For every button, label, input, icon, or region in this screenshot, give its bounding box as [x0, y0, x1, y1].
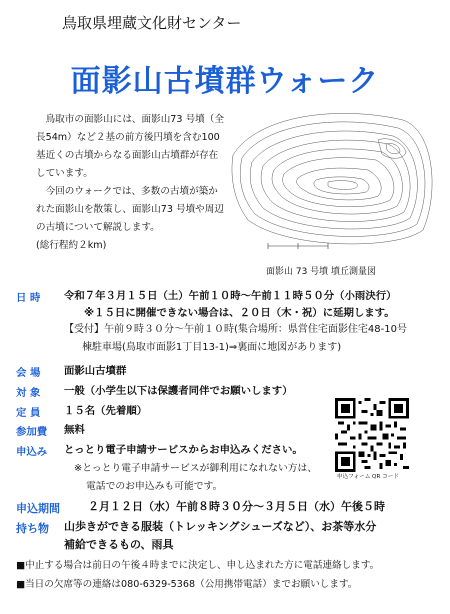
qr-code[interactable] — [335, 398, 409, 472]
date-label: 日 時 — [16, 292, 41, 304]
postpone-note: ※１５日に開催できない場合は、２０日（木・祝）に延期します。 — [84, 307, 395, 319]
apply-method: とっとり電子申請サービスからお申込みください。 — [64, 444, 303, 456]
page-title: 面影山古墳群ウォーク — [70, 64, 380, 99]
intro-paragraph-2: 今回のウォークでは、多数の古墳が築かれた面影山を散策し、面影山73 号墳や周辺の古墳について解説します。 — [36, 186, 224, 233]
intro-text — [36, 111, 226, 255]
reception-info-2: 棟駐車場(鳥取市面影1丁目13-1)⇒裏面に地図があります) — [82, 342, 342, 353]
apply-note-1: ※とっとり電子申請サービスが御利用になれない方は、 — [74, 463, 318, 474]
apply-note-2: 電話でのお申込みも可能です。 — [86, 481, 223, 492]
capacity-label: 定 員 — [16, 407, 41, 419]
apply-label: 申込み — [16, 446, 48, 458]
reception-info: 【受付】午前９時３０分〜午前１０時(集合場所：県営住宅面影住宅48-10号 — [64, 324, 407, 335]
items-to-bring-1: 山歩きができる服装（トレッキングシューズなど）、お茶等水分 — [64, 520, 377, 533]
fee-label: 参加費 — [16, 426, 48, 438]
event-date: 令和７年３月１５日（土）午前１０時〜午前１１時５０分（小雨決行） — [64, 290, 397, 302]
notice-absence: ■当日の欠席等の連絡は080-6329-5368（公用携帯電話）までお願いします。 — [16, 579, 358, 590]
application-period: ２月１２日（水）午前８時３０分〜３月５日（水）午後５時 — [88, 500, 385, 513]
target-label: 対 象 — [16, 387, 41, 399]
organization-name: 鳥取県埋蔵文化財センター — [62, 14, 242, 32]
items-label: 持ち物 — [16, 522, 49, 535]
tumulus-survey-map — [228, 100, 444, 265]
intro-paragraph-1: 鳥取市の面影山には、面影山73 号墳（全長54m）など２基の前方後円墳を含む100基近くの古墳からなる面影山古墳群が存在しています。 — [36, 114, 224, 179]
period-label: 申込期間 — [16, 502, 60, 515]
fee: 無料 — [64, 424, 85, 436]
venue-label: 会 場 — [16, 367, 41, 379]
venue: 面影山古墳群 — [64, 365, 127, 377]
target-audience: 一般（小学生以下は保護者同伴でお願いします） — [64, 385, 293, 397]
intro-paragraph-3: (総行程約２km) — [36, 240, 107, 251]
capacity: １５名（先着順） — [64, 405, 148, 417]
qr-caption: 申込フォーム QR コード — [337, 474, 399, 480]
notice-cancel: ■中止する場合は前日の午後４時までに決定し、申し込まれた方に電話連絡します。 — [16, 560, 380, 571]
items-to-bring-2: 補給できるもの、雨具 — [64, 538, 174, 551]
map-caption: 面影山 73 号墳 墳丘測量図 — [266, 267, 377, 277]
